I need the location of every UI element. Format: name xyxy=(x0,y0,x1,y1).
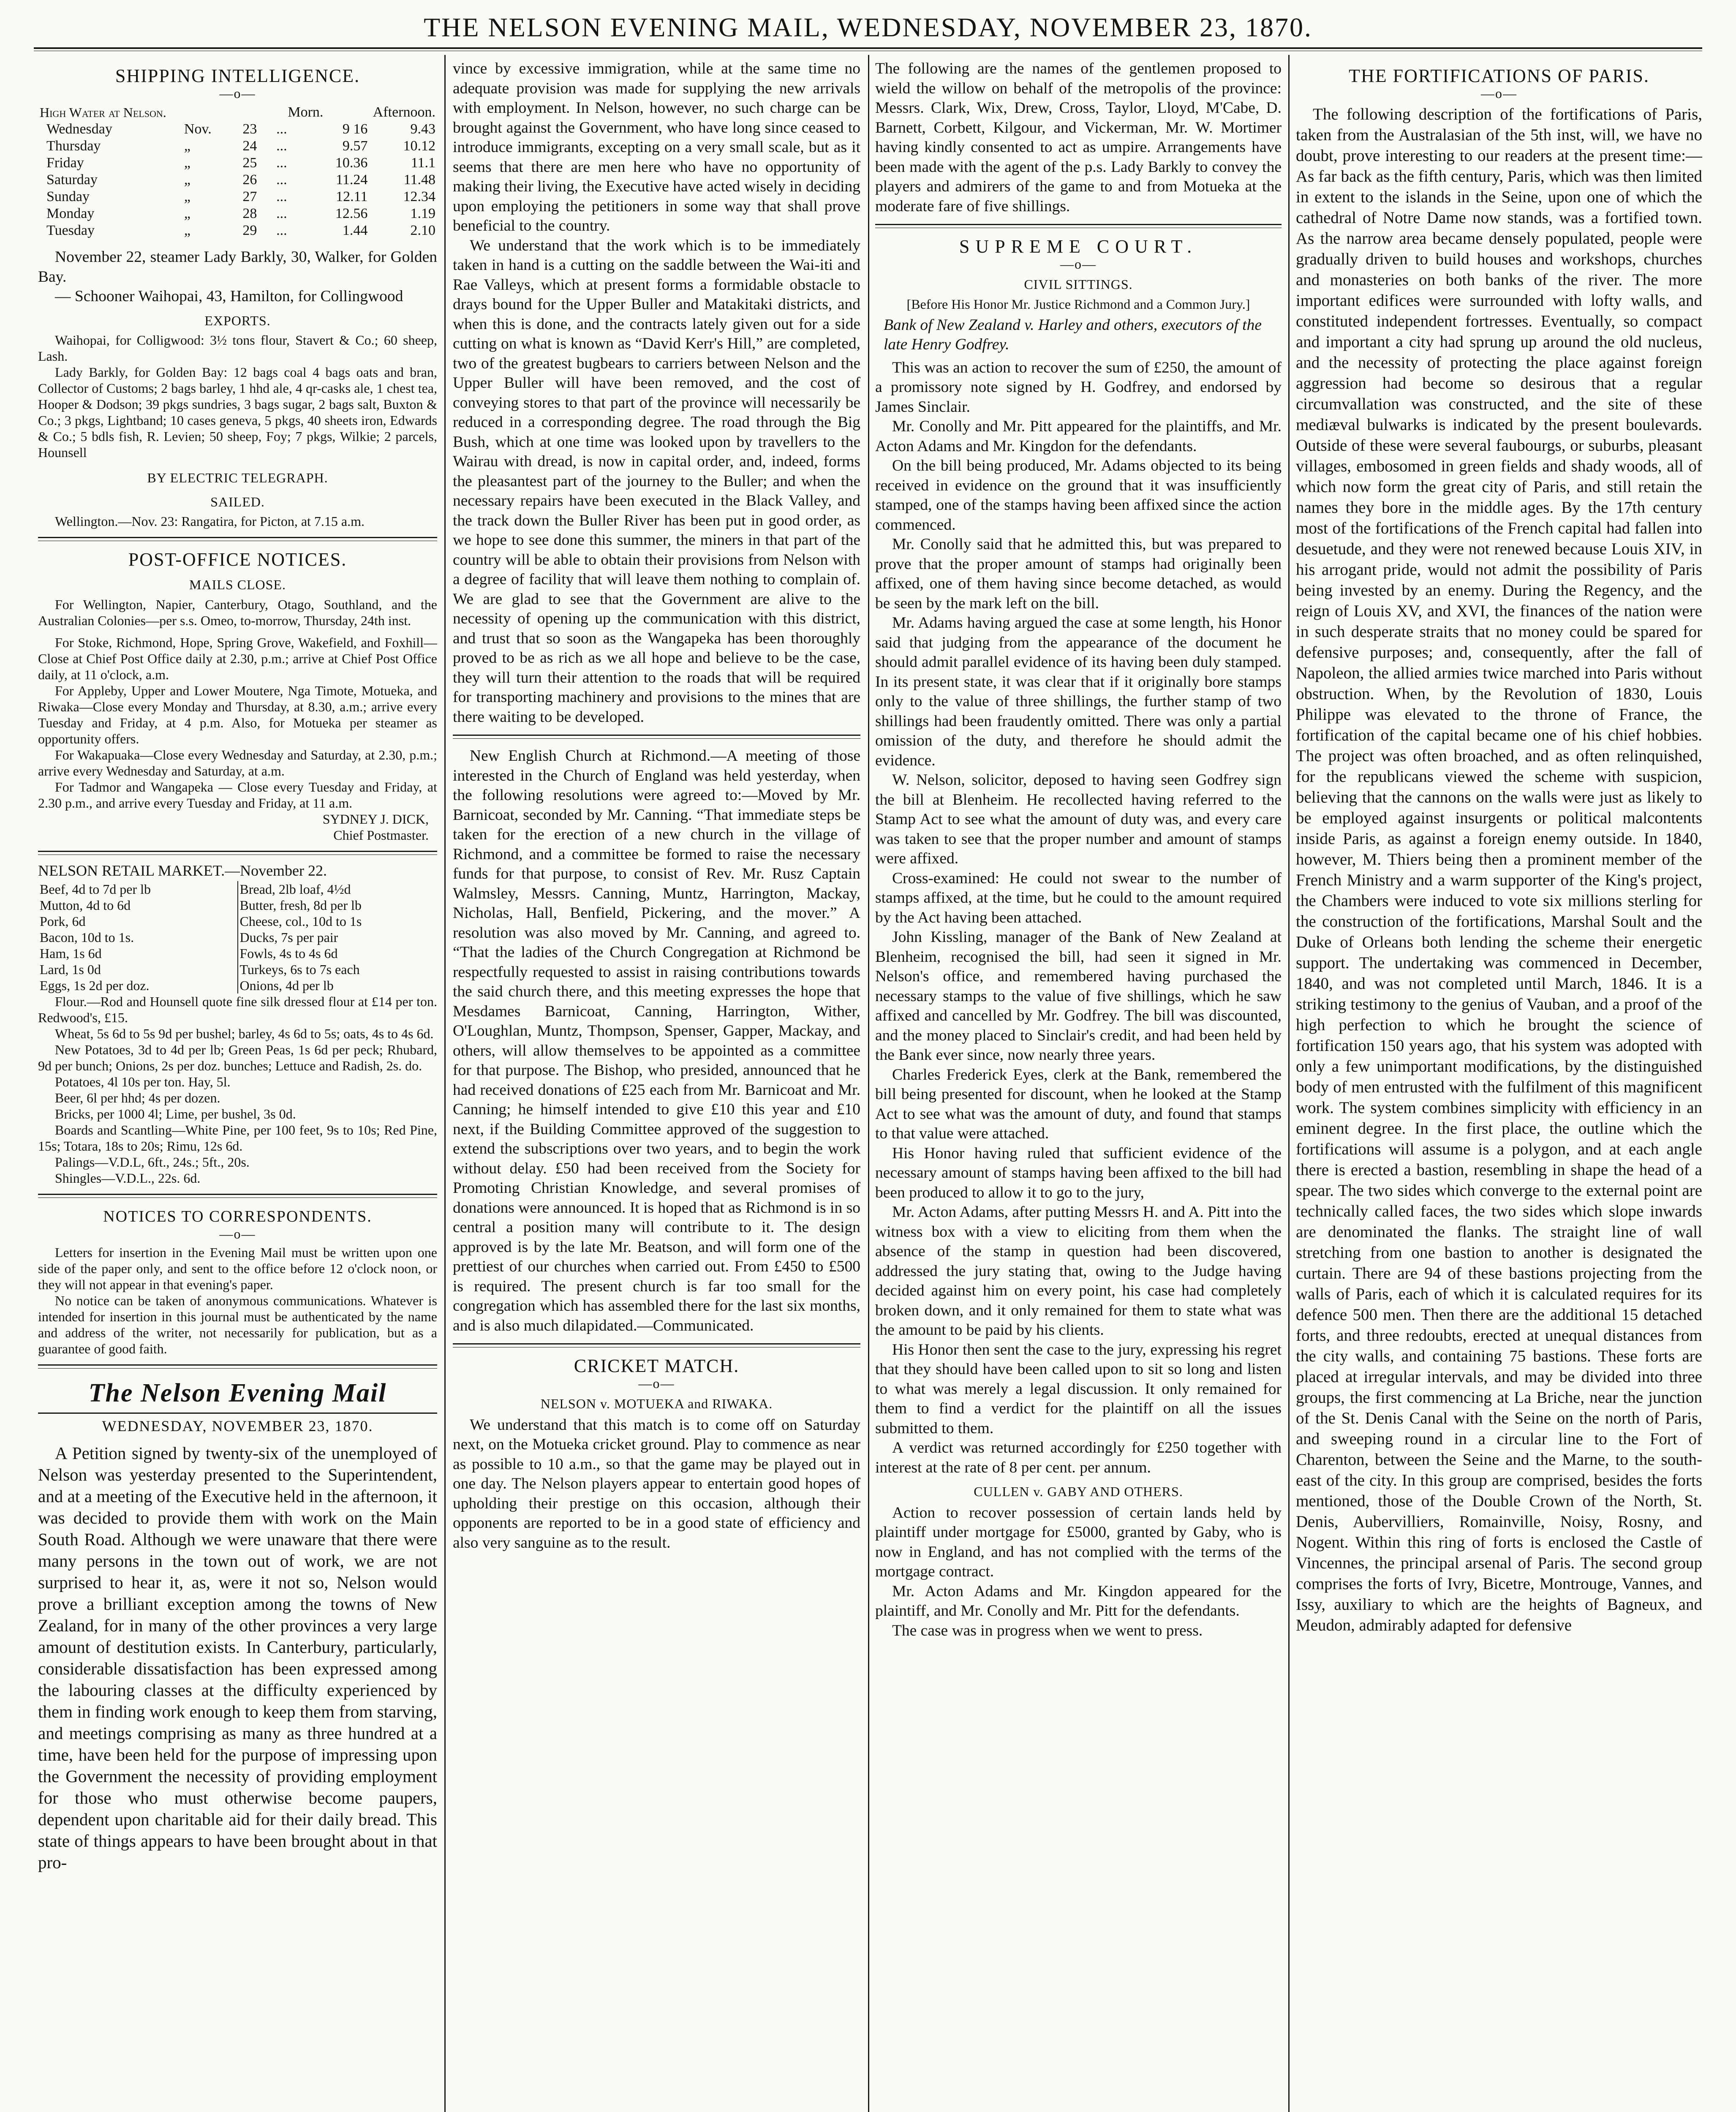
market-note: Potatoes, 4l 10s per ton. Hay, 5l. xyxy=(55,1074,231,1089)
court-paragraph: Mr. Acton Adams, after putting Messrs H. and A. Pitt into the witness box with a view to eliciting from them when the absence of the stamp in question had been discovered, addressed the jury stating that, owing to the Judge having decided against him on every point, his case had completely broken down, and it only remained for them to state what was the amount to be paid by his clients. xyxy=(875,1203,1282,1339)
tide-cell: „ xyxy=(184,138,190,154)
tide-cell: „ xyxy=(184,223,190,238)
tide-cell: ... xyxy=(276,172,287,188)
ornament: —o— xyxy=(219,86,256,101)
court-paragraph: John Kissling, manager of the Bank of New Zealand at Blenheim, recognised the bill, had seen it signed in Mr. Nelson's office, and remembered having purchased the necessary stamps to the value of five shillings, which he saw affixed and cancelled by Mr. Godfrey. The bill was discounted, and the money placed to Sinclair's credit, and had been held by the Bank ever since, now nearly three years. xyxy=(875,928,1282,1064)
market-price-item: Onions, 4d per lb xyxy=(239,977,334,993)
market-note: New Potatoes, 3d to 4d per lb; Green Peas, 1s 6d per peck; Rhubard, 9d per bunch; Onions, 2s per doz. bunches; Lettuce and Radish, 2s. do. xyxy=(38,1042,437,1073)
correspondents-heading: NOTICES TO CORRESPONDENTS. xyxy=(103,1207,372,1225)
market-note: Bricks, per 1000 4l; Lime, per bushel, 3s 0d. xyxy=(55,1106,296,1121)
correspondents-para-1: Letters for insertion in the Evening Mail must be written upon one side of the paper only, and sent to the office before 12 o'clock noon, or they will not appear in that evening's paper. xyxy=(38,1244,437,1292)
market-note: Boards and Scantling—White Pine, per 100 feet, 9s to 10s; Red Pine, 15s; Totara, 18s to 20s; Rimu, 12s 6d. xyxy=(38,1122,437,1154)
tide-table xyxy=(38,104,437,121)
tide-cell: 12.34 xyxy=(403,189,435,204)
ornament: —o— xyxy=(638,1376,675,1391)
tide-cell: 9.57 xyxy=(342,138,368,154)
leader-cont-2: We understand that the work which is to be immediately taken in hand is a cutting on the saddle between the Wai-iti and Rae Valleys, which at present forms a formidable obstacle to drays bound for the Upper Buller and Matakitaki districts, and when this is done, and the contracts lately given out for a side cutting on what is known as “David Kerr's Hill,” are completed, two of the greatest bugbears to carriers between Nelson and the Upper Buller will have been removed, and the cost of conveying stores to that part of the province will necessarily be reduced in a corresponding degree. The road through the Big Bush, which at one time was looked upon by travellers to the Wairau with dread, is now in capital order, and, indeed, forms the pleasantest part of the journey to the Buller; and when the necessary repairs have been executed in the Black Valley, and the track down the Buller River has been put in good order, as we hope to see done this summer, the miners in that part of the country will be able to obtain their provisions from Nelson with a degree of facility that will leave them nothing to complain of. We are glad to see that the Government are alive to the necessity of opening up the communication with this district, and trust that so soon as the Wangapeka has been thoroughly proved to be as rich as we all hope and believe to be the case, they will turn their attention to the roads that will be required for transporting machinery and provisions to the mines that are there waiting to be developed. xyxy=(453,237,860,726)
cricket-body: We understand that this match is to come off on Saturday next, on the Motueka cricket ground. Play to commence as near as possible to 10 a.m., so that the game may be played out in one day. The Nelson players appear to entertain good hopes of upholding their prestige on this occasion, although their opponents are reported to be in a good state of efficiency and also very sanguine as to the result. xyxy=(453,1416,860,1551)
column-1 xyxy=(38,63,437,2112)
export-1: Waihopai, for Colligwood: 3½ tons flour, Stavert & Co.; 60 sheep, Lash. xyxy=(38,332,437,364)
tide-header-place: High Water at Nelson. xyxy=(40,105,166,120)
masthead-title: THE NELSON EVENING MAIL, WEDNESDAY, NOVEMBER 23, 1870. xyxy=(424,12,1312,42)
market-note: Wheat, 5s 6d to 5s 9d per bushel; barley, 4s 6d to 5s; oats, 4s to 4s 6d. xyxy=(55,1026,434,1041)
tide-cell: 25 xyxy=(242,155,257,171)
tide-cell: 11.1 xyxy=(411,155,435,171)
post-item-3: For Appleby, Upper and Lower Moutere, Nga Timote, Motueka, and Riwaka—Close every Monday and Thursday, at 8.30, a.m.; arrive every Tuesday and Friday, at 4 p.m. Also, for Motueka per steamer as opportunity offers. xyxy=(38,683,437,746)
tide-header-morn: Morn. xyxy=(288,104,324,120)
market-price-item: Turkeys, 6s to 7s each xyxy=(239,961,360,977)
cricket-heading: CRICKET MATCH. xyxy=(574,1355,740,1376)
tide-cell: 29 xyxy=(242,223,257,238)
ornament: —o— xyxy=(1481,86,1517,101)
market-price-item: Bacon, 10d to 1s. xyxy=(40,929,134,945)
ornament: —o— xyxy=(219,1226,256,1241)
market-price-item: Ducks, 7s per pair xyxy=(239,929,338,945)
market-price-item: Beef, 4d to 7d per lb xyxy=(40,881,151,897)
court-paragraph: Charles Frederick Eyes, clerk at the Bank, remembered the bill being presented for discount, when he looked at the Stamp Act to see what was the amount of duty, and found that stamps to that value were attached. xyxy=(875,1066,1282,1142)
court-before: [Before His Honor Mr. Justice Richmond and a Common Jury.] xyxy=(906,296,1250,312)
market-price-item: Ham, 1s 6d xyxy=(40,945,102,961)
tide-cell: „ xyxy=(184,172,190,188)
court-paragraph: A verdict was returned accordingly for £250 together with interest at the rate of 8 per cent. per annum. xyxy=(875,1439,1282,1476)
tide-cell: Saturday xyxy=(46,172,98,188)
court-paragraph: On the bill being produced, Mr. Adams objected to its being received in evidence on the ground that it was insufficiently stamped, one of the stamps having been affixed since the action commenced. xyxy=(875,457,1282,533)
tide-cell: 27 xyxy=(242,189,257,204)
court-paragraph: His Honor then sent the case to the jury, expressing his regret that they should have been called upon to sit so long and listen to what was merely a legal discussion. It only remained for them to find a verdict for the plaintiff on all the issues submitted to them. xyxy=(875,1341,1282,1437)
tide-cell: Sunday xyxy=(46,189,90,204)
section-rule xyxy=(453,735,860,739)
court-paragraph: Mr. Acton Adams and Mr. Kingdon appeared for the plaintiff, and Mr. Conolly and Mr. Pitt for the defendants. xyxy=(875,1582,1282,1619)
tide-cell: „ xyxy=(184,155,190,171)
column-divider-2 xyxy=(868,55,869,2112)
post-item-4: For Wakapuaka—Close every Wednesday and Saturday, at 2.30, p.m.; arrive every Wednesday and Saturday, at a.m. xyxy=(38,747,437,778)
tide-cell: Wednesday xyxy=(46,121,112,137)
tide-cell: 11.24 xyxy=(336,172,368,188)
tide-cell: 12.11 xyxy=(336,189,368,204)
postmaster-title: Chief Postmaster. xyxy=(333,827,429,843)
tide-row xyxy=(38,188,437,205)
leader-cont-1: vince by excessive immigration, while at the same time no adequate provision was made for supplying the new arrivals with employment. In Nelson, however, no such charge can be brought against the Government, who have long since ceased to introduce immigrants, excepting on a very small scale, but as it seems that there are men here who have no opportunity of making their living, the Executive have acted wisely in deciding upon employing the petitioners in some way that shall prove beneficial to the country. xyxy=(453,60,860,234)
flag-rule xyxy=(38,1413,437,1414)
court-paragraph: Cross-examined: He could not swear to the number of stamps affixed, at the time, but he could to the amount required by the Act having been attached. xyxy=(875,869,1282,926)
tide-cell: 24 xyxy=(242,138,257,154)
tide-cell: 26 xyxy=(242,172,257,188)
market-price-item: Mutton, 4d to 6d xyxy=(40,897,131,913)
court-paragraphs-2 xyxy=(875,1503,1282,1641)
market-notes xyxy=(38,993,437,1186)
arrival-2: — Schooner Waihopai, 43, Hamilton, for Collingwood xyxy=(55,288,403,305)
court-paragraph: His Honor having ruled that sufficient evidence of the necessary amount of stamps having been affixed to the bill had been produced to allow it to go to the jury, xyxy=(875,1144,1282,1201)
fortifications-article: The following description of the fortifications of Paris, taken from the Australasian of the 5th inst, will, we have no doubt, prove interesting to our readers at the present time:—As far back as the fifth century, Paris, which was then limited in extent to the islands in the Seine, upon one of which the cathedral of Notre Dame now stands, was a fortified town. As the narrow area became densely populated, people were gradually driven to build houses and workshops, churches and monasteries on both banks of the river. The more important edifices were surrounded with lofty walls, and constituted independent fortresses. Eventually, so compact and important a city had sprung up around the old nucleus, and the necessity of protecting the place against foreign aggression had become so desirous that a regular circumvallation was constructed, and the site of these mediæval bulwarks is indicated by the present boulevards. Outside of these were several faubourgs, or suburbs, pleasant villages, embosomed in green fields and shady woods, all of which now form the great city of Paris, and still retain the names they bore in the middle ages. By the 17th century most of the fortifications of the French capital had fallen into desuetude, and they were not renewed because Louis XIV, in his arrogant pride, would not admit the possibility of Paris being invested by an enemy. During the Regency, and the reign of Louis XV, and XVI, the finances of the nation were in such desperate straits that no money could be spared for defensive purposes; and, consequently, after the fall of Napoleon, the allied armies twice marched into Paris without obstruction. When, by the Revolution of 1830, Louis Philippe was elevated to the throne of France, the fortification of the capital became one of his chief hobbies. The project was often broached, and as often relinquished, for the republicans viewed the scheme with suspicion, believing that the cannons on the walls were just as likely to be employed against insurgents or political malcontents inside Paris, as against a foreign enemy outside. In 1840, however, M. Thiers being then a prominent member of the French Ministry and a warm supporter of the King's project, the Chambers were induced to vote six millions sterling for the construction of the fortifications, Marshal Soult and the Duke of Orleans both lending the scheme their energetic support. The undertaking was commenced in December, 1840, and was not completed until March, 1846. It is a striking testimony to the genius of Vauban, and a proof of the high perfection to which he brought the science of fortification 150 years ago, that his system was adopted with only a few unimportant modifications, by the distinguished body of men entrusted with the fulfilment of this magnificent work. The system combines simplicity with efficiency in an eminent degree. In the first place, the outline which the fortifications will assume is a polygon, and at each angle there is erected a bastion, resembling in shape the head of a spear. The two sides which converge to the external point are technically called faces, the two sides which slope inwards are denominated the flanks. The straight line of wall stretching from one bastion to another is designated the curtain. There are 94 of these bastions projecting from the walls of Paris, each of which it is calculated requires for its defence 500 men. Then there are the additional 15 detached forts, and three redoubts, erected at unequal distances from the city walls, and containing 75 bastions. These forts are placed at irregular intervals, and may be divided into three groups, the first commencing at La Briche, near the junction of the St. Denis Canal with the Seine on the north of Paris, and sweeping round in a circular line to the Fort of Charenton, between the Seine and the Marne, to the south-east of the city. In this group are comprised, besides the forts mentioned, those of the Double Crown of the North, St. Denis, Aubervilliers, Romainville, Noisy, Rosny, and Nogent. Within this ring of forts is enclosed the Castle of Vincennes, the principal arsenal of Paris. The second group comprises the forts of Ivry, Bicetre, Montrouge, Vannes, and Issy, auxiliary to which are the heights of Bagneux, and Meudon, admirably adapted for defensive xyxy=(1296,105,1702,1634)
tide-row xyxy=(38,222,437,239)
cricket-sub: NELSON v. MOTUEKA and RIWAKA. xyxy=(540,1396,773,1411)
market-price-item: Fowls, 4s to 4s 6d xyxy=(239,945,338,961)
tide-cell: 9.43 xyxy=(410,121,435,137)
tide-cell: 11.48 xyxy=(403,172,435,188)
post-item-2: For Stoke, Richmond, Hope, Spring Grove, Wakefield, and Foxhill—Close at Chief Post Office daily at 2.30, p.m.; arrive at Chief Post Office daily, at 11 o'clock, a.m. xyxy=(38,634,437,682)
case-title-1: Bank of New Zealand v. Harley and others, executors of the late Henry Godfrey. xyxy=(884,316,1262,353)
arrival-1: November 22, steamer Lady Barkly, 30, Walker, for Golden Bay. xyxy=(38,248,437,286)
tide-row xyxy=(38,155,437,171)
court-paragraph: Mr. Conolly said that he admitted this, but was prepared to prove that the proper amount of stamps had originally been affixed, one of them having since become detached, as would be seen by the mark left on the bill. xyxy=(875,536,1282,612)
tide-cell: 10.36 xyxy=(335,155,368,171)
tide-cell: Nov. xyxy=(184,121,212,137)
tide-cell: 23 xyxy=(242,121,257,137)
shipping-heading: SHIPPING INTELLIGENCE. xyxy=(115,65,360,86)
tide-cell: Tuesday xyxy=(46,223,95,238)
tide-cell: 1.44 xyxy=(342,223,368,238)
tide-row xyxy=(38,171,437,188)
postmaster-name: SYDNEY J. DICK, xyxy=(322,811,429,827)
post-heading: POST-OFFICE NOTICES. xyxy=(128,549,347,570)
church-article: New English Church at Richmond.—A meeting of those interested in the Church of England was held yesterday, when the following resolutions were agreed to:—Moved by Mr. Barnicoat, seconded by Mr. Canning. “That immediate steps be taken for the erection of a new church in the village of Richmond, and a committee be formed to raise the necessary funds for that purpose, to consist of Rev. Mr. Rusz Captain Walmsley, Messrs. Canning, Muntz, Harrington, Mackay, Nicholas, Hall, Benfield, Pickering, and the mover.” A resolution was also moved by Mr. Canning, and agreed to. “That the ladies of the Church Congregation at Richmond be respectfully requested to assist in raising contributions towards the said church there, and this meeting expresses the hope that Mesdames Barnicoat, Canning, Harrington, Wither, O'Loughlan, Muntz, Thompson, Spenser, Gapper, Mackay, and others, will allow themselves to be appointed as a committee for that purpose. The Bishop, who presided, announced that he had received donations of £25 each from Mr. Barnicoat and Mr. Canning; he himself intended to give £10 this year and £10 next, if the Building Committee approved of the suggestion to extend the subscriptions over two years, and to begin the work without delay. £50 had been received from the Society for Promoting Christian Knowledge, and several promises of donations were announced. It is hoped that as Richmond is in so central a position many will contribute to it. The design approved is by the late Mr. Beatson, and will form one of the prettiest of our churches when carried out. From £450 to £500 is required. The present church is far too small for the congregation which has assembled there for the last six months, and is also much dilapidated.—Communicated. xyxy=(453,747,860,1334)
market-note: Flour.—Rod and Hounsell quote fine silk dressed flour at £14 per ton. Redwood's, £15. xyxy=(38,993,437,1025)
court-paragraph: This was an action to recover the sum of £250, the amount of a promissory note signed by H. Godfrey, and endorsed by James Sinclair. xyxy=(875,359,1282,416)
tide-cell: Monday xyxy=(46,206,95,221)
tide-cell: 12.56 xyxy=(335,206,368,221)
column-divider-3 xyxy=(1288,55,1290,2112)
post-item-5: For Tadmor and Wangapeka — Close every Tuesday and Friday, at 2.30 p.m., and arrive every Tuesday and Friday, at 11 a.m. xyxy=(38,779,437,811)
court-paragraph: Action to recover possession of certain lands held by plaintiff under mortgage for £5000, granted by Gaby, who is now in England, and has not complied with the terms of the mortgage contract. xyxy=(875,1504,1282,1580)
masthead-rule xyxy=(34,47,1702,49)
court-paragraph: Mr. Conolly and Mr. Pitt appeared for the plaintiffs, and Mr. Acton Adams and Mr. Kingdon for the defendants. xyxy=(875,418,1282,455)
tide-cell: Friday xyxy=(46,155,84,171)
market-note: Palings—V.D.L, 6ft., 24s.; 5ft., 20s. xyxy=(55,1154,250,1170)
column-divider-1 xyxy=(444,55,446,2112)
tide-row xyxy=(38,138,437,155)
section-rule xyxy=(38,1194,437,1198)
correspondents-para-2: No notice can be taken of anonymous communications. Whatever is intended for insertion in this journal must be authenticated by the name and address of the writer, not necessarily for publication, but as a guarantee of good faith. xyxy=(38,1293,437,1356)
tide-cell: ... xyxy=(276,155,287,171)
column-4 xyxy=(1296,63,1702,2112)
section-rule xyxy=(875,224,1282,228)
market-price-item: Pork, 6d xyxy=(40,913,86,929)
court-paragraph: Mr. Adams having argued the case at some length, his Honor said that judging from the appearance of the document he should admit parallel evidence of its having been duly stamped. In its present state, it was clear that if it originally bore stamps only to the value of three shillings, the further stamp of two shillings had been fraudently omitted. There was only a partial omission of the duty, and therefore he should admit the evidence. xyxy=(875,614,1282,769)
tide-cell: ... xyxy=(276,138,287,154)
market-table xyxy=(38,881,437,993)
column-2 xyxy=(453,59,860,2112)
sailed-heading: SAILED. xyxy=(210,494,265,509)
market-price-item: Lard, 1s 0d xyxy=(40,961,101,977)
market-price-item: Butter, fresh, 8d per lb xyxy=(239,897,362,913)
tide-header-row xyxy=(38,104,437,121)
court-heading: SUPREME COURT. xyxy=(959,236,1198,257)
case-title-2: CULLEN v. GABY AND OTHERS. xyxy=(974,1484,1183,1499)
paper-flag: The Nelson Evening Mail xyxy=(88,1378,387,1407)
cricket-cont: The following are the names of the gentlemen proposed to wield the willow on behalf of the metropolis of the province: Messrs. Clark, Wix, Drew, Cross, Taylor, Lloyd, M'Cabe, D. Barnett, Corbett, Kilgour, and Vickerman, Mr. W. Mortimer having kindly consented to act as umpire. Arrangements have been made with the agent of the p.s. Lady Barkly to convey the players and admirers of the game to and from Motueka at the moderate fare of five shillings. xyxy=(875,60,1282,215)
tide-rows xyxy=(38,121,437,239)
tide-cell: 1.19 xyxy=(410,206,435,221)
tide-cell: 28 xyxy=(242,206,257,221)
column-3 xyxy=(875,59,1282,2112)
ornament: —o— xyxy=(1060,256,1097,272)
market-note: Beer, 6l per hhd; 4s per dozen. xyxy=(55,1090,220,1105)
telegraph-heading: BY ELECTRIC TELEGRAPH. xyxy=(147,470,328,485)
tide-cell: ... xyxy=(276,206,287,221)
civil-sittings: CIVIL SITTINGS. xyxy=(1024,277,1133,292)
tide-cell: ... xyxy=(276,121,287,137)
tide-header-afternoon: Afternoon. xyxy=(373,104,435,120)
post-item-1: For Wellington, Napier, Canterbury, Otago, Southland, and the Australian Colonies—per s.s. Omeo, to-morrow, Thursday, 24th inst. xyxy=(38,596,437,628)
tide-cell: 9 16 xyxy=(342,121,368,137)
market-price-item: Eggs, 1s 2d per doz. xyxy=(40,977,150,993)
leader-dateline: WEDNESDAY, NOVEMBER 23, 1870. xyxy=(102,1417,373,1434)
tide-cell: Thursday xyxy=(46,138,101,154)
tide-cell: „ xyxy=(184,206,190,221)
market-price-item: Bread, 2lb loaf, 4½d xyxy=(239,881,351,897)
court-paragraph: The case was in progress when we went to press. xyxy=(892,1622,1203,1639)
market-left xyxy=(38,881,238,993)
tide-row xyxy=(38,205,437,222)
leader-article: A Petition signed by twenty-six of the unemployed of Nelson was yesterday presented to the Superintendent, and at a meeting of the Executive held in the afternoon, it was decided to provide them with work on the Main South Road. Although we were unaware that there were many persons in the town out of work, we are not surprised to hear it, as, were it not so, Nelson would prove a brilliant exception among the towns of New Zealand, for in many of the other provinces a very large amount of destitution exists. In Canterbury, particularly, considerable dissatisfaction has been expressed among the labouring classes at the difficulty experienced by them in finding work enough to keep them from starving, and meetings comprising as many as three hundred at a time, have been held for the purpose of impressing upon the Government the necessity of providing employment for those who must otherwise become paupers, dependent upon charitable aid for their daily bread. This state of things appears to have been brought about in that pro- xyxy=(38,1443,437,1872)
market-price-item: Cheese, col., 10d to 1s xyxy=(239,913,362,929)
tide-cell: ... xyxy=(276,189,287,204)
tide-row xyxy=(38,121,437,138)
section-rule xyxy=(38,1364,437,1369)
export-2: Lady Barkly, for Golden Bay: 12 bags coal 4 bags oats and bran, Collector of Customs; 2 bags barley, 1 hhd ale, 4 qr-casks ale, 1 chest tea, Hooper & Dodson; 39 pkgs sundries, 3 bags sugar, 2 bags salt, Buxton & Co.; 3 pkgs, Lightband; 10 cases geneva, 5 pkgs, 40 sheets iron, Edwards & Co.; 5 bdls fish, R. Levien; 50 sheep, Foy; 7 pkgs, Wilkie; 2 parcels, Hounsell xyxy=(38,365,437,460)
sailed-text: Wellington.—Nov. 23: Rangatira, for Picton, at 7.15 a.m. xyxy=(55,514,365,529)
post-sub: MAILS CLOSE. xyxy=(189,577,286,592)
section-rule xyxy=(38,851,437,855)
exports-heading: EXPORTS. xyxy=(204,313,271,328)
fortifications-heading: THE FORTIFICATIONS OF PARIS. xyxy=(1349,65,1649,86)
section-rule xyxy=(453,1343,860,1347)
court-paragraphs xyxy=(875,358,1282,1478)
court-paragraph: W. Nelson, solicitor, deposed to having seen Godfrey sign the bill at Blenheim. He recollected having referred to the Stamp Act to see what the amount of duty was, and every care was taken to see that the proper number and amount of stamps were affixed. xyxy=(875,771,1282,867)
market-right xyxy=(238,881,438,993)
market-note: Shingles—V.D.L., 22s. 6d. xyxy=(55,1170,201,1186)
market-heading: NELSON RETAIL MARKET.—November 22. xyxy=(38,862,327,879)
tide-cell: „ xyxy=(184,189,190,204)
tide-cell: 10.12 xyxy=(403,138,435,154)
section-rule xyxy=(38,537,437,541)
tide-cell: 2.10 xyxy=(410,223,435,238)
tide-cell: ... xyxy=(276,223,287,238)
